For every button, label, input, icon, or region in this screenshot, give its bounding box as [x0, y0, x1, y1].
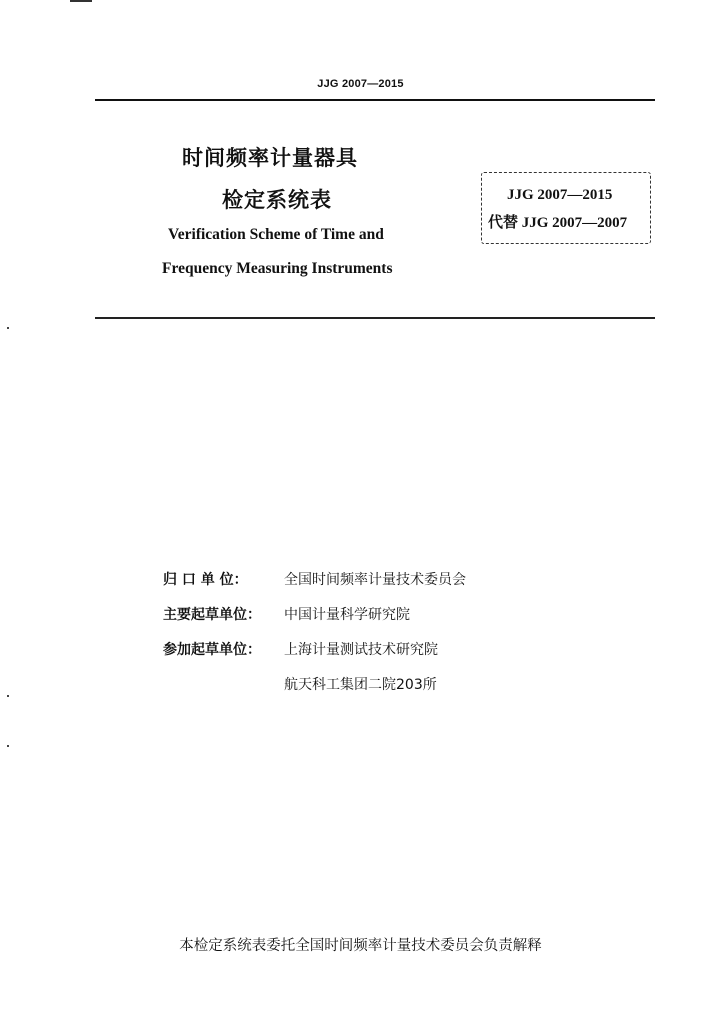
title-chinese-line-2: 检定系统表: [222, 188, 332, 212]
margin-mark: [7, 745, 9, 747]
header-rule: [95, 99, 655, 101]
standard-code-box: [481, 172, 651, 244]
title-english-line-1: Verification Scheme of Time and: [168, 226, 384, 243]
title-english-line-2: Frequency Measuring Instruments: [162, 260, 393, 277]
section-rule: [95, 317, 655, 319]
info-label: 参加起草单位：: [163, 642, 261, 658]
header-standard-code: JJG 2007—2015: [317, 78, 404, 90]
standard-code: JJG 2007—2015: [507, 187, 613, 203]
info-value: 上海计量测试技术研究院: [284, 642, 438, 658]
info-label: 归 口 单 位：: [163, 572, 248, 588]
info-label: 主要起草单位：: [163, 607, 261, 623]
info-value: 全国时间频率计量技术委员会: [284, 572, 466, 588]
interpretation-note: 本检定系统表委托全国时间频率计量技术委员会负责解释: [179, 938, 542, 954]
replaces-code: 代替 JJG 2007—2007: [488, 215, 628, 231]
corner-mark: [70, 0, 92, 2]
margin-mark: [7, 695, 9, 697]
info-value: 航天科工集团二院203所: [284, 677, 437, 693]
title-chinese-line-1: 时间频率计量器具: [182, 146, 358, 170]
info-value: 中国计量科学研究院: [284, 607, 410, 623]
margin-mark: [7, 327, 9, 329]
